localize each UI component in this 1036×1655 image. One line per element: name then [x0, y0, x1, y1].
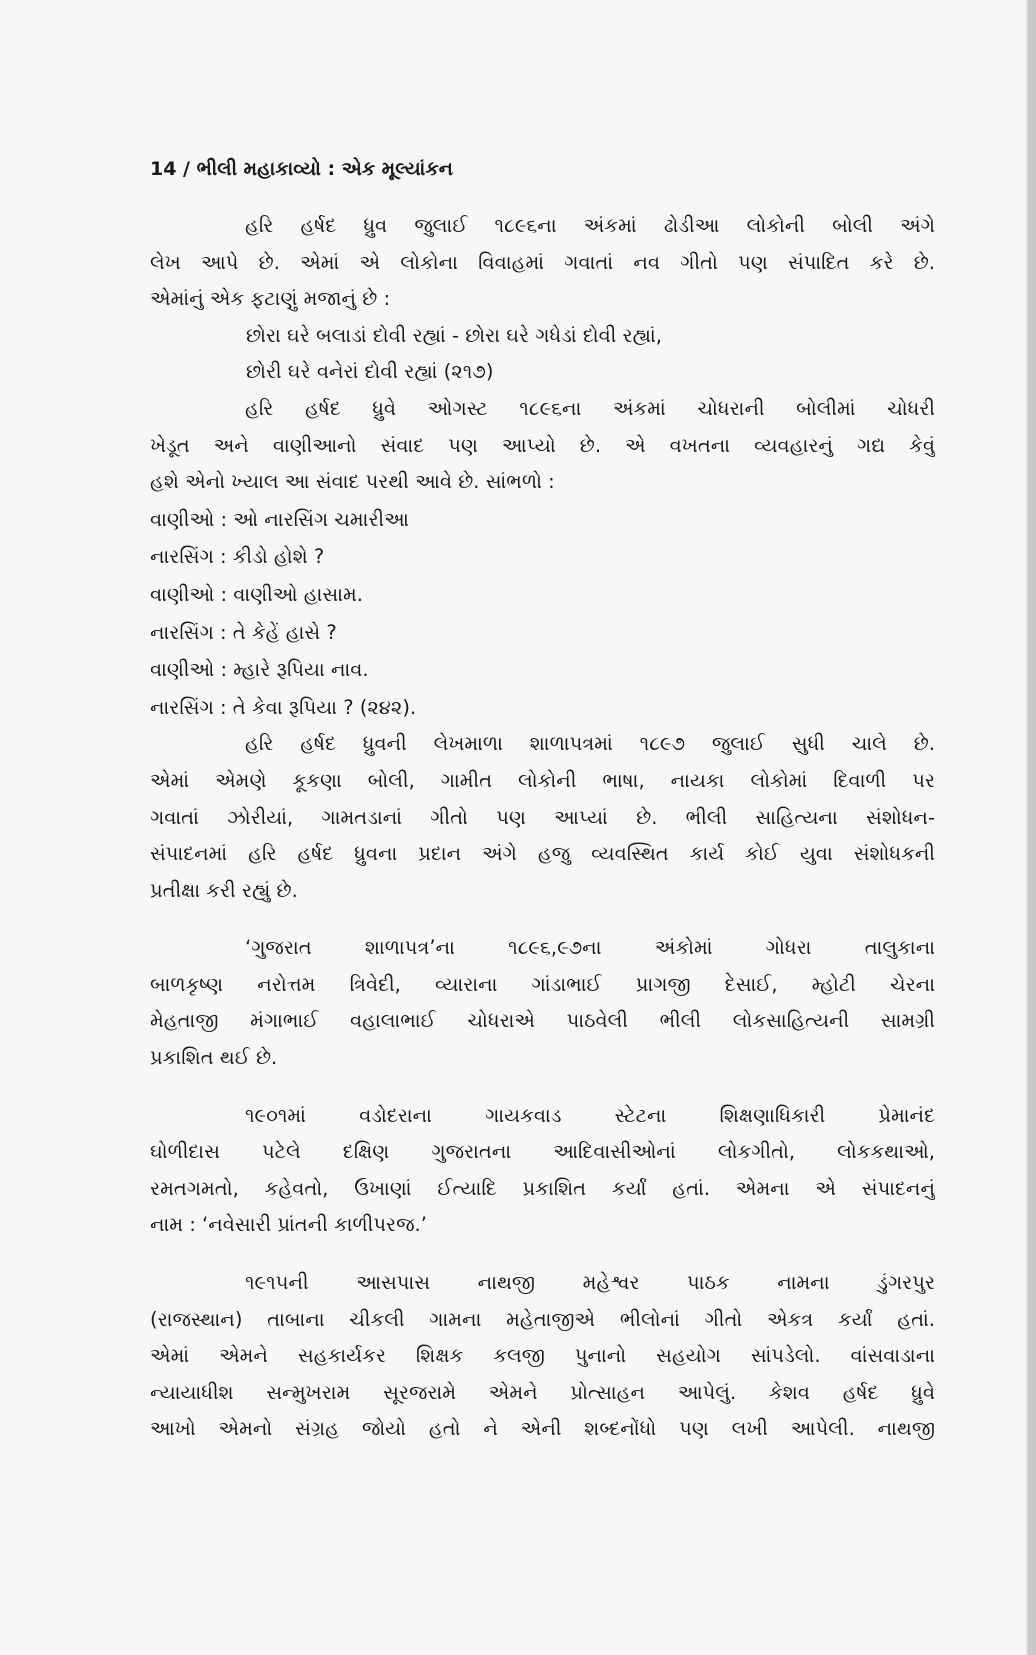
- dialogue-line: વાણીઓ : મ્હારે રૂપિયા નાવ.: [150, 658, 369, 682]
- text-line: લેખ આપે છે. એમાં એ લોકોના વિવાહમાં ગવાતાં નવ ગીતો પણ સંપાદિત કરે છે.: [150, 250, 935, 274]
- dialogue-line: વાણીઓ : વાણીઓ હાસામ.: [150, 582, 363, 606]
- paragraph-gap: [150, 909, 935, 930]
- text-line: રમતગમતો, કહેવતો, ઉખાણાં ઈત્યાદિ પ્રકાશિત કર્યાં હતાં. એમના એ સંપાદનનું: [150, 1176, 935, 1200]
- text-line: સંપાદનમાં હરિ હર્ષદ ધ્રુવના પ્રદાન અંગે હજુ વ્યવસ્થિત કાર્ય કોઈ યુવા સંશોધકની: [150, 842, 935, 866]
- text-line: પ્રતીક્ષા કરી રહ્યું છે.: [150, 878, 298, 902]
- text-line: ૧૯૦૧માં વડોદરાના ગાયકવાડ સ્ટેટના શિક્ષણાધિકારી પ્રેમાનંદ: [245, 1103, 935, 1127]
- paragraph-gap: [150, 1077, 935, 1098]
- page-edge: [1028, 0, 1036, 1655]
- text-line: એમાંનું એક ફટાણું મજાનું છે :: [150, 287, 391, 311]
- running-header: 14 / ભીલી મહાકાવ્યો : એક મૂલ્યાંકન: [150, 158, 453, 180]
- dialogue-line: નારસિંગ : તે કેહેં હાસે ?: [150, 620, 337, 644]
- text-line: હરિ હર્ષદ ધ્રુવે ઓગસ્ટ ૧૮૯૬ના અંકમાં ચોધરાની બોલીમાં ચોધરી: [245, 396, 935, 420]
- verse-line: છોરી ઘરે વનેરાં દોવી રહ્યાં (૨૧૭): [246, 360, 494, 384]
- text-line: પ્રકાશિત થઈ છે.: [150, 1046, 278, 1070]
- text-line: ૧૯૧૫ની આસપાસ નાથજી મહેશ્વર પાઠક નામના ડુંગરપુર: [245, 1271, 935, 1295]
- dialogue-line: વાણીઓ : ઓ નારસિંગ ચમારીઆ: [150, 507, 409, 531]
- verse-line: છોરા ઘરે બલાડાં દોવી રહ્યાં - છોરા ઘરે ગધેડાં દોવી રહ્યાં,: [246, 323, 662, 347]
- text-line: ‘ગુજરાત શાળાપત્ર’ના ૧૮૯૬,૯૭ના અંકોમાં ગોધરા તાલુકાના: [245, 936, 935, 960]
- page-body-text: [150, 208, 935, 1448]
- text-line: (રાજસ્થાન) તાબાના ચીકલી ગામના મહેતાજીએ ભીલોનાં ગીતો એકત્ર કર્યાં હતાં.: [150, 1307, 935, 1331]
- text-line: ન્યાયાધીશ સન્મુખરામ સૂરજરામે એમને પ્રોત્સાહન આપેલું. કેશવ હર્ષદ ધ્રુવે: [150, 1380, 935, 1404]
- text-line: ઘોળીદાસ પટેલે દક્ષિણ ગુજરાતના આદિવાસીઓનાં લોકગીતો, લોકકથાઓ,: [150, 1140, 935, 1164]
- text-line: હશે એનો ખ્યાલ આ સંવાદ પરથી આવે છે. સાંભળો :: [150, 470, 555, 494]
- text-line: ખેડૂત અને વાણીઆનો સંવાદ પણ આપ્યો છે. એ વખતના વ્યવહારનું ગદ્ય કેવું: [150, 433, 935, 457]
- text-line: આખો એમનો સંગ્રહ જોયો હતો ને એની શબ્દનોંધો પણ લખી આપેલી. નાથજી: [150, 1417, 935, 1441]
- text-line: એમાં એમણે કૂકણા બોલી, ગામીત લોકોની ભાષા, નાયકા લોકોમાં દિવાળી પર: [150, 768, 935, 792]
- text-line: મેહતાજી મંગાભાઈ વહાલાભાઈ ચોધરાએ પાઠવેલી ભીલી લોકસાહિત્યની સામગ્રી: [150, 1009, 935, 1033]
- text-line: નામ : ‘નવેસારી પ્રાંતની કાળીપરજ.’: [150, 1213, 427, 1237]
- text-line: હરિ હર્ષદ ધ્રુવની લેખમાળા શાળાપત્રમાં ૧૮૯૭ જુલાઈ સુધી ચાલે છે.: [245, 732, 935, 756]
- paragraph-gap: [150, 1244, 935, 1265]
- text-line: ગવાતાં ઝોરીયાં, ગામતડાનાં ગીતો પણ આપ્યાં છે. ભીલી સાહિત્યના સંશોધન-: [150, 805, 935, 829]
- dialogue-line: નારસિંગ : તે કેવા રૂપિયા ? (૨૪૨).: [150, 695, 417, 719]
- dialogue-line: નારસિંગ : કીડો હોશે ?: [150, 545, 325, 569]
- text-line: એમાં એમને સહકાર્યકર શિક્ષક કલજી પુનાનો સહયોગ સાંપડેલો. વાંસવાડાના: [150, 1344, 935, 1368]
- text-line: બાળકૃષ્ણ નરોત્તમ ત્રિવેદી, વ્યારાના ગાંડાભાઈ પ્રાગજી દેસાઈ, મ્હોટી ચેરના: [150, 972, 935, 996]
- text-line: હરિ હર્ષદ ધ્રુવ જુલાઈ ૧૮૯૬ના અંકમાં ઢોડીઆ લોકોની બોલી અંગે: [245, 214, 935, 237]
